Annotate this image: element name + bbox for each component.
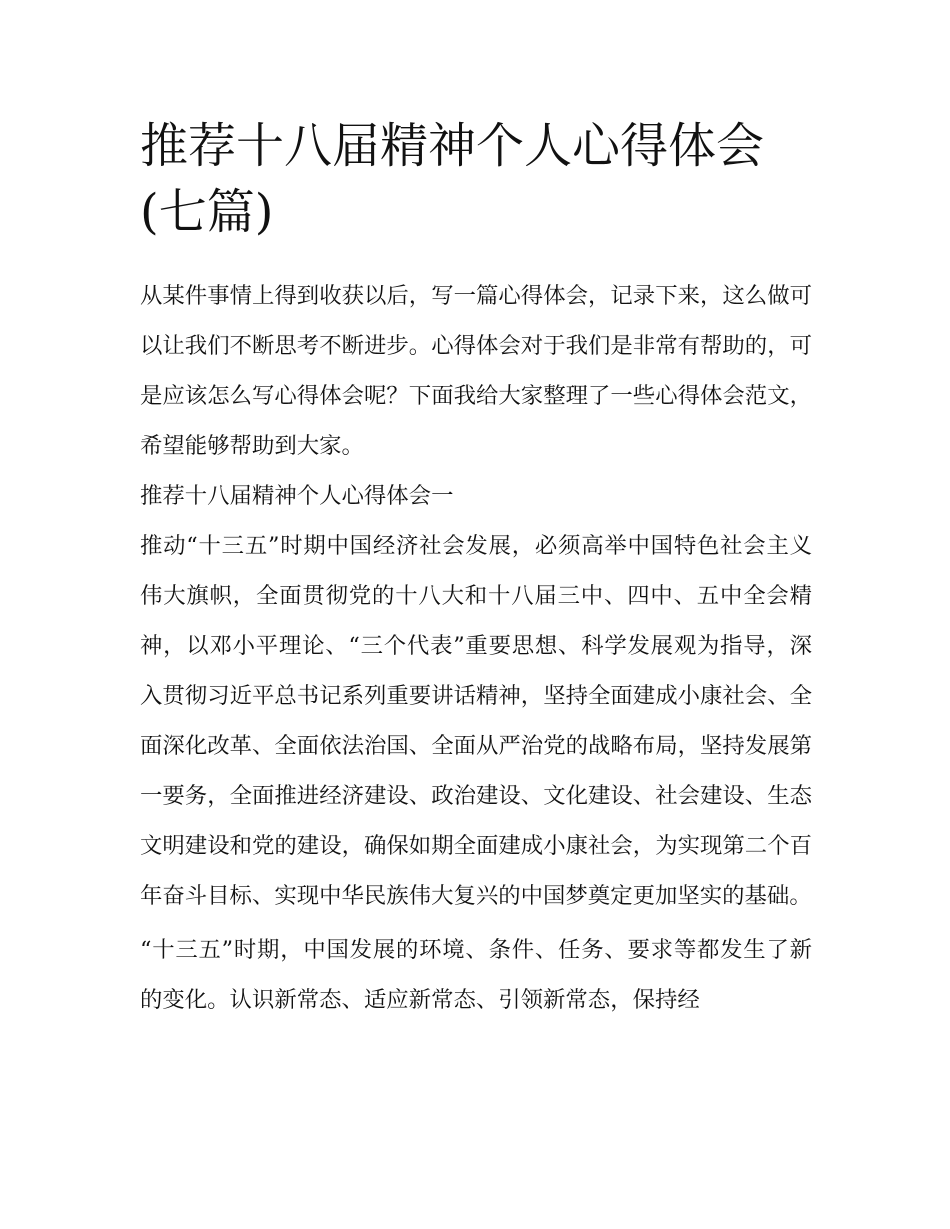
body-paragraph: “十三五”时期，中国发展的环境、条件、任务、要求等都发生了新的变化。认识新常态、适应新常态、引领新常态，保持经 bbox=[140, 937, 812, 1013]
document-page bbox=[140, 0, 812, 1025]
document-title: 推荐十八届精神个人心得体会(七篇) bbox=[140, 118, 765, 240]
section-heading: 推荐十八届精神个人心得体会一 bbox=[140, 483, 454, 509]
intro-paragraph: 从某件事情上得到收获以后，写一篇心得体会，记录下来，这么做可以让我们不断思考不断进步。心得体会对于我们是非常有帮助的，可是应该怎么写心得体会呢？下面我给大家整理了一些心得体会范文，希望能够帮助到大家。 bbox=[140, 283, 812, 459]
body-paragraph: 推动“十三五”时期中国经济社会发展，必须高举中国特色社会主义伟大旗帜，全面贯彻党的十八大和十八届三中、四中、五中全会精神，以邓小平理论、“三个代表”重要思想、科学发展观为指导，深入贯彻习近平总书记系列重要讲话精神，坚持全面建成小康社会、全面深化改革、全面依法治国、全面从严治党的战略布局，坚持发展第一要务，全面推进经济建设、政治建设、文化建设、社会建设、生态文明建设和党的建设，确保如期全面建成小康社会，为实现第二个百年奋斗目标、实现中华民族伟大复兴的中国梦奠定更加坚实的基础。 bbox=[140, 533, 812, 909]
document-body bbox=[140, 271, 812, 1025]
